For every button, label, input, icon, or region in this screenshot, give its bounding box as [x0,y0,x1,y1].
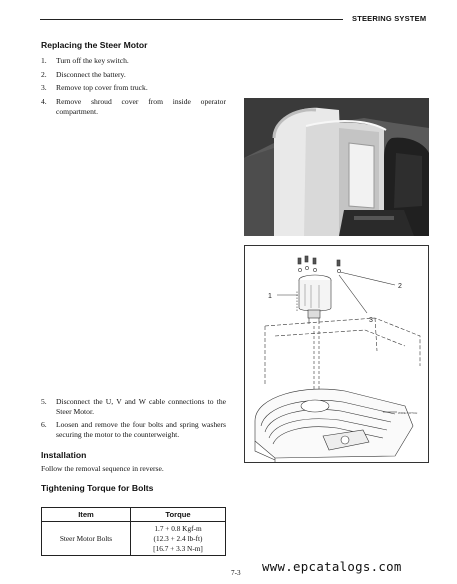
bolt-icon [305,256,308,262]
exploded-view-drawing [245,246,428,462]
torque-column-header: Torque [131,508,226,522]
wire-notch-label: WIRE NOTCH [398,411,418,415]
installation-text: Follow the removal sequence in reverse. [41,464,164,473]
watermark: www.epcatalogs.com [262,559,402,574]
step-2: 2. Disconnect the battery. [41,70,126,79]
section-header-title: STEERING SYSTEM [352,14,427,23]
step-1: 1. Turn off the key switch. [41,56,129,65]
torque-kgf-m: 1.7 + 0.8 Kgf-m [154,524,202,533]
torque-heading: Tightening Torque for Bolts [41,483,154,493]
callout-2: 2 [398,283,402,290]
steer-motor-diagram [244,245,429,463]
photo-illustration [244,98,429,236]
item-cell: Steer Motor Bolts [42,522,131,556]
callout-1: 1 [268,293,272,300]
bolt-icon [313,258,316,264]
table-row [42,522,226,556]
shroud-cover-photo [244,98,429,236]
torque-table [41,507,226,556]
installation-heading: Installation [41,450,87,460]
step-4: 4. Remove shroud cover from inside operator compartment. [41,97,226,117]
header-rule [40,19,343,20]
page-number: 7-3 [231,569,241,577]
callout-3: 3 [369,317,373,324]
bolt-icon [298,258,301,264]
removal-heading: Replacing the Steer Motor [41,40,148,50]
torque-n-m: [16.7 + 3.3 N-m] [153,543,203,553]
step-5: 5. Disconnect the U, V and W cable connections to the Steer Motor. [41,397,226,417]
step-6: 6. Loosen and remove the four bolts and spring washers securing the motor to the counterweight. [41,420,226,440]
torque-cell [131,522,226,556]
bolt-icon [337,260,340,266]
step-3: 3. Remove top cover from truck. [41,83,148,92]
torque-table-header-row [42,508,226,522]
item-column-header: Item [42,508,131,522]
torque-lb-ft: (12.3 + 2.4 lb-ft) [153,533,203,543]
